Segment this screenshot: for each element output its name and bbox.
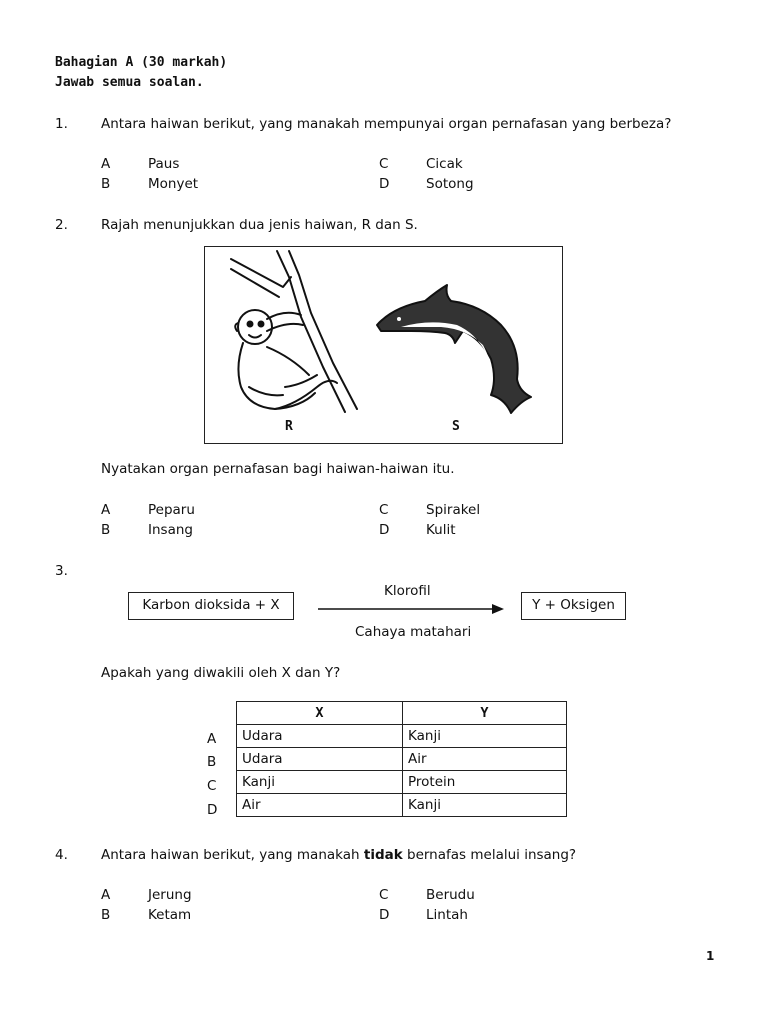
header-y: Y: [403, 702, 567, 725]
question-4-text-bold: tidak: [363, 847, 403, 863]
table-row: [237, 748, 567, 771]
question-4-text-before: Antara haiwan berikut, yang manakah: [101, 847, 364, 863]
cell-x: Udara: [237, 748, 403, 771]
table-row: [237, 725, 567, 748]
q1-option-a-letter: A: [101, 156, 111, 172]
row-label-b: B: [207, 754, 217, 770]
q2-option-c-text: Spirakel: [426, 502, 481, 518]
q4-option-c-text: Berudu: [426, 887, 475, 903]
row-label-c: C: [207, 778, 217, 794]
header-x: X: [237, 702, 403, 725]
xy-table: [236, 701, 567, 817]
q4-option-d-letter: D: [379, 907, 390, 923]
monkey-illustration: [231, 251, 357, 412]
question-2-prompt: Nyatakan organ pernafasan bagi haiwan-haiwan itu.: [101, 461, 455, 477]
q4-option-b-text: Ketam: [148, 907, 192, 923]
cell-y: Protein: [403, 771, 567, 794]
question-3-number: 3.: [55, 563, 68, 579]
question-2-number: 2.: [55, 217, 68, 233]
table-row: [237, 771, 567, 794]
q2-option-b-text: Insang: [148, 522, 193, 538]
animal-illustrations: [205, 247, 561, 442]
row-label-a: A: [207, 731, 217, 747]
q1-option-c-letter: C: [379, 156, 389, 172]
question-4-text-after: bernafas melalui insang?: [402, 847, 577, 863]
question-4-text: [101, 847, 576, 863]
cell-y: Kanji: [403, 794, 567, 817]
label-s: S: [452, 419, 460, 434]
arrow-label-bottom: Cahaya matahari: [355, 624, 472, 640]
label-r: R: [285, 419, 293, 434]
page-number: 1: [706, 949, 715, 963]
question-2-text: Rajah menunjukkan dua jenis haiwan, R dan S.: [101, 217, 418, 233]
animal-figure: [204, 246, 563, 444]
dolphin-illustration: [377, 285, 531, 413]
q4-option-b-letter: B: [101, 907, 111, 923]
q1-option-c-text: Cicak: [426, 156, 463, 172]
q2-option-a-letter: A: [101, 502, 111, 518]
arrow-label-top: Klorofil: [384, 583, 431, 599]
q2-option-b-letter: B: [101, 522, 111, 538]
q4-option-d-text: Lintah: [426, 907, 468, 923]
q1-option-a-text: Paus: [148, 156, 180, 172]
section-instruction: Jawab semua soalan.: [55, 75, 204, 90]
cell-y: Air: [403, 748, 567, 771]
question-1-number: 1.: [55, 116, 68, 132]
q4-option-c-letter: C: [379, 887, 389, 903]
q4-option-a-text: Jerung: [148, 887, 192, 903]
row-label-d: D: [207, 802, 218, 818]
q4-option-a-letter: A: [101, 887, 111, 903]
q2-option-c-letter: C: [379, 502, 389, 518]
question-1-text: Antara haiwan berikut, yang manakah mempunyai organ pernafasan yang berbeza?: [101, 116, 672, 132]
question-4-number: 4.: [55, 847, 68, 863]
table-header-row: [237, 702, 567, 725]
question-3-prompt: Apakah yang diwakili oleh X dan Y?: [101, 665, 341, 681]
q1-option-d-text: Sotong: [426, 176, 474, 192]
reactant-box: Karbon dioksida + X: [128, 592, 294, 620]
q2-option-d-text: Kulit: [426, 522, 456, 538]
q1-option-b-text: Monyet: [148, 176, 199, 192]
cell-x: Air: [237, 794, 403, 817]
cell-x: Kanji: [237, 771, 403, 794]
reaction-arrow: [316, 603, 506, 615]
q2-option-a-text: Peparu: [148, 502, 195, 518]
q2-option-d-letter: D: [379, 522, 390, 538]
section-title: Bahagian A (30 markah): [55, 55, 228, 70]
q1-option-b-letter: B: [101, 176, 111, 192]
product-box: Y + Oksigen: [521, 592, 626, 620]
table-row: [237, 794, 567, 817]
q1-option-d-letter: D: [379, 176, 390, 192]
cell-x: Udara: [237, 725, 403, 748]
cell-y: Kanji: [403, 725, 567, 748]
